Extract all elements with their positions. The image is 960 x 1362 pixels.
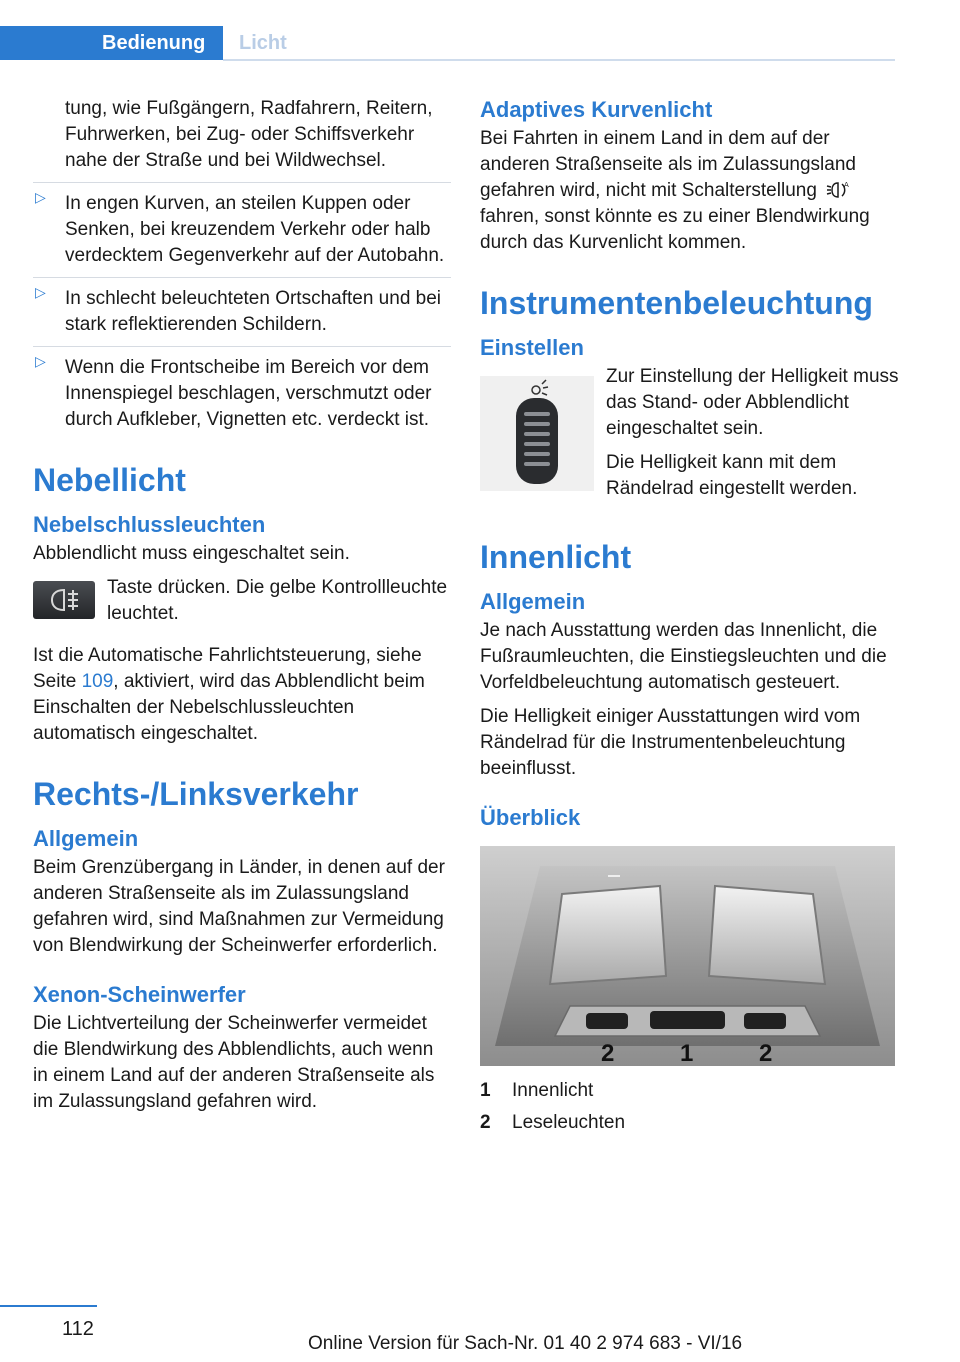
list-item-text: In schlecht beleuchteten Ortschaften und bei stark reflektierenden Schildern. bbox=[65, 288, 442, 335]
photo-label: 2 bbox=[759, 1040, 773, 1066]
adaptive-text bbox=[480, 126, 900, 256]
adaptive-text-before: Bei Fahrten in einem Land in dem auf der anderen Straßenseite als im Zulassungsland gefahren wird, nicht mit Schalterstellung bbox=[480, 128, 856, 201]
intro-continuation: tung, wie Fußgängern, Radfahrern, Reitern, Fuhrwerken, bei Zug- oder Schiffsverkehr nahe der Straße und bei Wildwechsel. bbox=[65, 98, 433, 171]
footer-rule bbox=[0, 1305, 97, 1307]
section-title-innenlicht: Innenlicht bbox=[480, 539, 632, 575]
innen-allgemein-text-2: Die Helligkeit einiger Ausstattungen wird vom Rändelrad für die Instrumentenbeleuchtung beeinflusst. bbox=[480, 706, 861, 779]
xenon-text: Die Lichtverteilung der Scheinwerfer vermeidet die Blendwirkung des Abblendlichts, auch wenn in einem Land auf der anderen Straßenseite als im Zulassungsland gefahren wird. bbox=[33, 1013, 435, 1112]
subsection-title-allgemein-right: Allgemein bbox=[480, 589, 586, 614]
legend-item bbox=[480, 1078, 900, 1104]
right-column bbox=[480, 96, 900, 1136]
interior-light-photo bbox=[480, 846, 895, 1066]
legend-item bbox=[480, 1110, 900, 1136]
dimmer-wheel bbox=[516, 398, 558, 484]
rear-fog-light-button-image bbox=[33, 581, 95, 619]
wheel-ridge bbox=[524, 442, 550, 446]
dimmer-symbol-icon bbox=[528, 378, 552, 398]
interior-light-illustration bbox=[480, 846, 895, 1066]
list-item bbox=[33, 346, 451, 433]
list-item-text: Wenn die Frontscheibe im Bereich vor dem Innenspiegel beschlagen, verschmutzt oder durch Aufkleber, Vignetten etc. verdeckt ist. bbox=[65, 357, 432, 430]
dimmer-row bbox=[480, 364, 900, 510]
header-rule bbox=[223, 59, 895, 61]
photo-label: 2 bbox=[601, 1040, 615, 1066]
tab-bedienung[interactable]: Bedienung bbox=[0, 26, 223, 60]
wheel-ridge bbox=[524, 422, 550, 426]
legend-number: 1 bbox=[480, 1080, 491, 1101]
list-item bbox=[33, 182, 451, 269]
headlight-auto-icon bbox=[826, 180, 852, 198]
header-tabs bbox=[0, 26, 303, 60]
subsection-title-nebelschlussleuchten: Nebelschlussleuchten bbox=[33, 512, 266, 537]
triangle-bullet-icon: ▷ bbox=[35, 189, 46, 205]
auto-text-before: Ist die Automatische Fahrlichtsteuerung, siehe Seite bbox=[33, 645, 422, 692]
page-link[interactable]: 109 bbox=[81, 671, 114, 692]
list-item-text: In engen Kurven, an steilen Kuppen oder Senken, bei kreuzendem Verkehr oder halb verdecktem Gegenverkehr auf der Autobahn. bbox=[65, 193, 445, 266]
triangle-bullet-icon: ▷ bbox=[35, 353, 46, 369]
einstellen-text-2: Die Helligkeit kann mit dem Rändelrad eingestellt werden. bbox=[606, 452, 858, 499]
page-number: 112 bbox=[62, 1318, 94, 1340]
fog-button-row bbox=[33, 575, 451, 635]
wheel-ridge bbox=[524, 412, 550, 416]
section-title-rechts-links: Rechts-/Linksverkehr bbox=[33, 776, 359, 812]
allgemein-text: Beim Grenzübergang in Länder, in denen auf der anderen Straßenseite als im Zulassungsland gefahren wird, sind Maßnahmen zur Vermeidung von Blendwirkung der Scheinwerfer erforderlich. bbox=[33, 857, 445, 956]
online-version-note: Online Version für Sach-Nr. 01 40 2 974 683 - VI/16 bbox=[308, 1333, 743, 1354]
legend-number: 2 bbox=[480, 1112, 491, 1133]
wheel-ridge bbox=[524, 462, 550, 466]
triangle-bullet-icon: ▷ bbox=[35, 284, 46, 300]
dimmer-texts bbox=[606, 364, 900, 510]
einstellen-text-1: Zur Einstellung der Helligkeit muss das Stand- oder Abblendlicht eingeschaltet sein. bbox=[606, 366, 899, 439]
wheel-ridge bbox=[524, 432, 550, 436]
left-column bbox=[33, 96, 451, 1123]
tab-licht[interactable]: Licht bbox=[239, 32, 287, 54]
svg-text:A: A bbox=[844, 181, 849, 189]
wheel-ridge bbox=[524, 452, 550, 456]
legend-label: Innenlicht bbox=[512, 1080, 594, 1101]
section-title-nebellicht: Nebellicht bbox=[33, 462, 186, 498]
subsection-title-ueberblick: Überblick bbox=[480, 805, 581, 830]
list-item bbox=[33, 277, 451, 338]
photo-label: 1 bbox=[680, 1040, 694, 1066]
dimmer-wheel-image bbox=[480, 376, 594, 491]
subsection-title-adaptive: Adaptives Kurvenlicht bbox=[480, 97, 713, 122]
rear-fog-light-icon bbox=[44, 586, 84, 614]
innen-allgemein-text-1: Je nach Ausstattung werden das Innenlicht, die Fußraumleuchten, die Einstiegsleuchten und die Vorfeldbeleuchtung automatisch gesteuert. bbox=[480, 620, 887, 693]
adaptive-text-after: fahren, sonst könnte es zu einer Blendwirkung durch das Kurvenlicht kommen. bbox=[480, 206, 870, 253]
subsection-title-einstellen: Einstellen bbox=[480, 335, 584, 360]
auto-light-paragraph bbox=[33, 643, 451, 747]
auto-text-after: , aktiviert, wird das Abblendlicht beim Einschalten der Nebelschlussleuchten automatisch eingeschaltet. bbox=[33, 671, 425, 744]
subsection-title-allgemein: Allgemein bbox=[33, 826, 139, 851]
fog-button-text: Taste drücken. Die gelbe Kontrollleuchte leuchtet. bbox=[107, 577, 448, 624]
section-title-instrument: Instrumentenbeleuchtung bbox=[480, 285, 873, 321]
nebelschluss-text: Abblendlicht muss eingeschaltet sein. bbox=[33, 543, 350, 564]
legend-label: Leseleuchten bbox=[512, 1112, 626, 1133]
subsection-title-xenon: Xenon-Scheinwerfer bbox=[33, 982, 246, 1007]
